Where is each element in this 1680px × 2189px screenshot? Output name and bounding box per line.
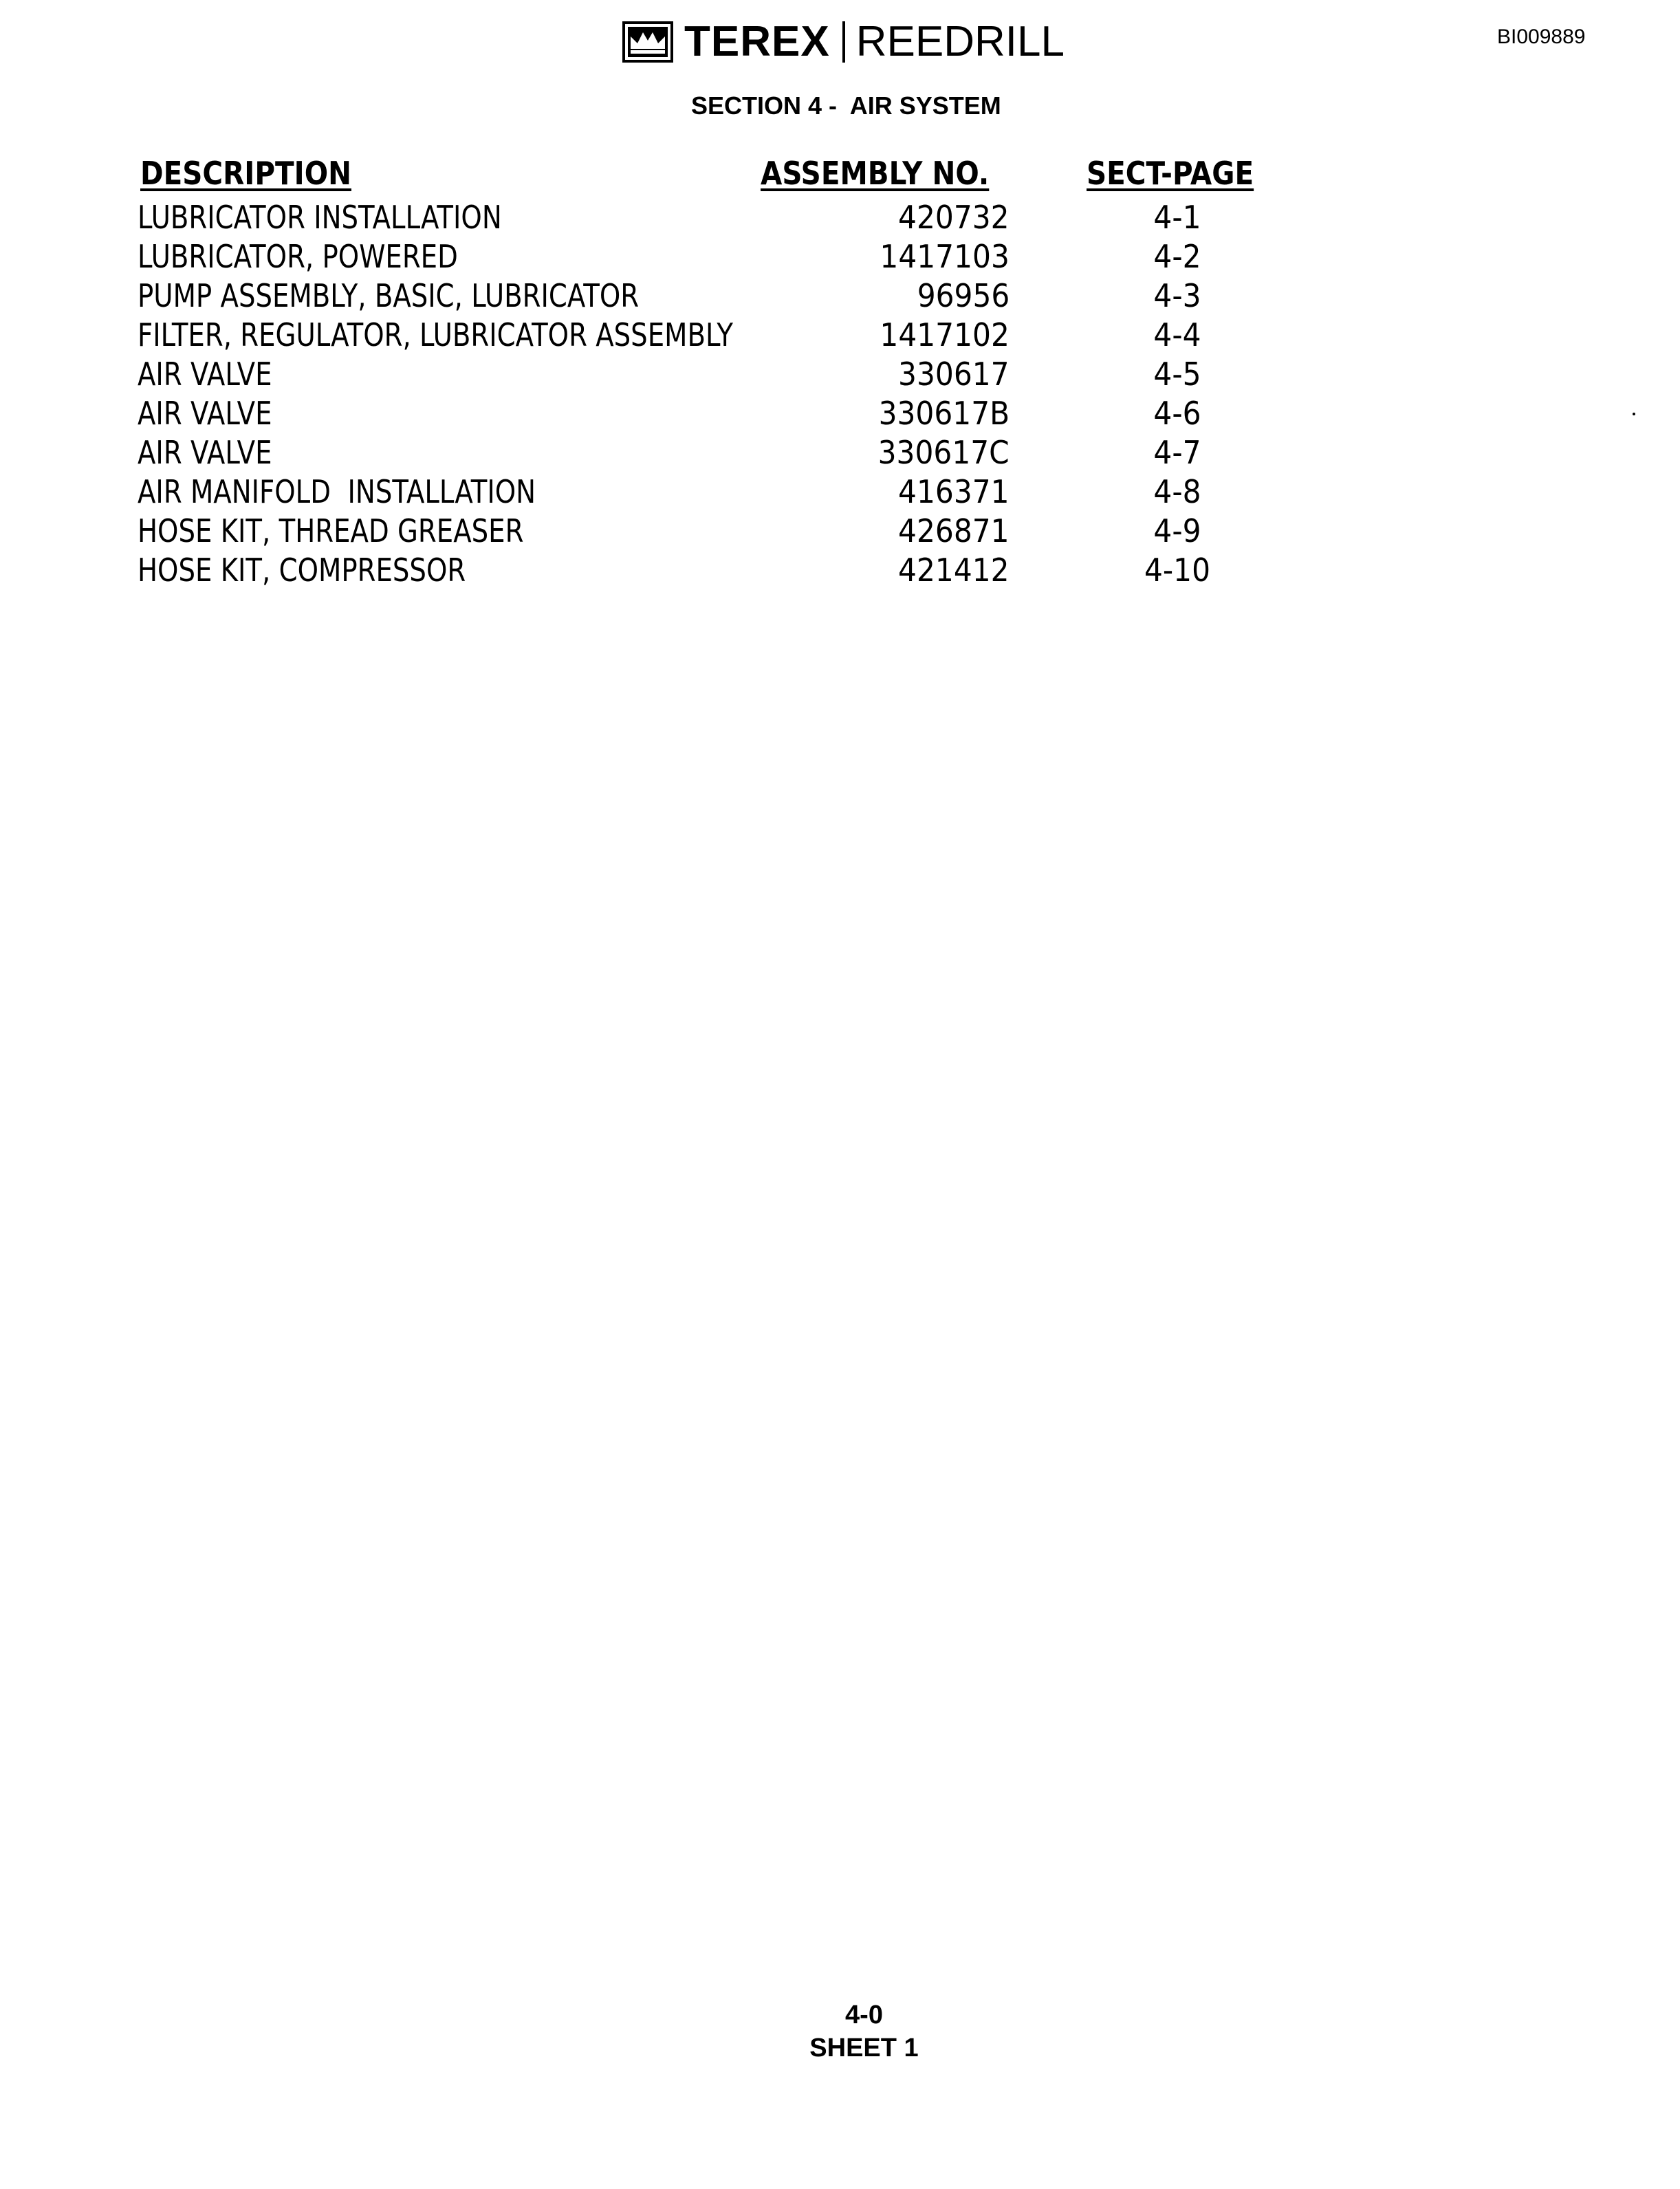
section-title: SECTION 4 - AIR SYSTEM <box>691 91 1001 120</box>
row-sect-page: 4-2 <box>1153 238 1201 275</box>
table-row <box>0 551 1680 590</box>
row-assembly-no: 1417103 <box>880 238 1010 275</box>
sheet-number-text: SHEET 1 <box>809 2034 919 2062</box>
table-row <box>0 276 1680 316</box>
row-sect-page: 4-7 <box>1153 434 1201 471</box>
table-row <box>0 355 1680 394</box>
row-description: LUBRICATOR INSTALLATION <box>138 199 502 236</box>
row-assembly-no: 96956 <box>917 277 1010 314</box>
row-description: LUBRICATOR, POWERED <box>138 238 458 275</box>
table-row <box>0 198 1680 237</box>
row-description: AIR VALVE <box>138 356 272 393</box>
table-row <box>0 237 1680 276</box>
row-sect-page: 4-10 <box>1144 552 1211 589</box>
row-assembly-no: 1417102 <box>880 316 1010 353</box>
row-description: FILTER, REGULATOR, LUBRICATOR ASSEMBLY <box>138 316 733 353</box>
row-sect-page: 4-6 <box>1153 395 1201 432</box>
row-description: HOSE KIT, COMPRESSOR <box>138 552 466 589</box>
row-description: AIR MANIFOLD INSTALLATION <box>138 473 536 510</box>
row-sect-page: 4-8 <box>1153 473 1201 510</box>
row-assembly-no: 426871 <box>898 512 1010 549</box>
table-row <box>0 472 1680 512</box>
row-description: AIR VALVE <box>138 395 272 432</box>
row-sect-page: 4-5 <box>1153 356 1201 393</box>
row-assembly-no: 416371 <box>898 473 1010 510</box>
document-id: BI009889 <box>1497 25 1586 48</box>
row-assembly-no: 420732 <box>898 199 1010 236</box>
row-assembly-no: 421412 <box>898 552 1010 589</box>
row-sect-page: 4-3 <box>1153 277 1201 314</box>
row-assembly-no: 330617 <box>898 356 1010 393</box>
row-sect-page: 4-9 <box>1153 512 1201 549</box>
column-header-description: DESCRIPTION <box>140 155 351 192</box>
row-description: HOSE KIT, THREAD GREASER <box>138 512 524 549</box>
row-sect-page: 4-1 <box>1153 199 1201 236</box>
table-row <box>0 433 1680 472</box>
column-header-sect-page: SECT-PAGE <box>1087 155 1254 192</box>
row-description: AIR VALVE <box>138 434 272 471</box>
table-row <box>0 512 1680 551</box>
row-assembly-no: 330617B <box>878 395 1010 432</box>
row-assembly-no: 330617C <box>877 434 1010 471</box>
contents-table <box>0 0 1680 619</box>
scan-speck <box>1633 413 1635 415</box>
column-header-assembly-no: ASSEMBLY NO. <box>761 155 990 192</box>
row-description: PUMP ASSEMBLY, BASIC, LUBRICATOR <box>138 277 640 314</box>
page-number-text: 4-0 <box>845 2001 883 2029</box>
brand-name: TEREX <box>684 18 830 65</box>
sheet-number <box>0 2033 1680 2063</box>
row-sect-page: 4-4 <box>1153 316 1201 353</box>
page-number <box>0 2000 1680 2030</box>
table-row <box>0 316 1680 355</box>
table-row <box>0 394 1680 433</box>
product-name: REEDRILL <box>855 18 1065 65</box>
